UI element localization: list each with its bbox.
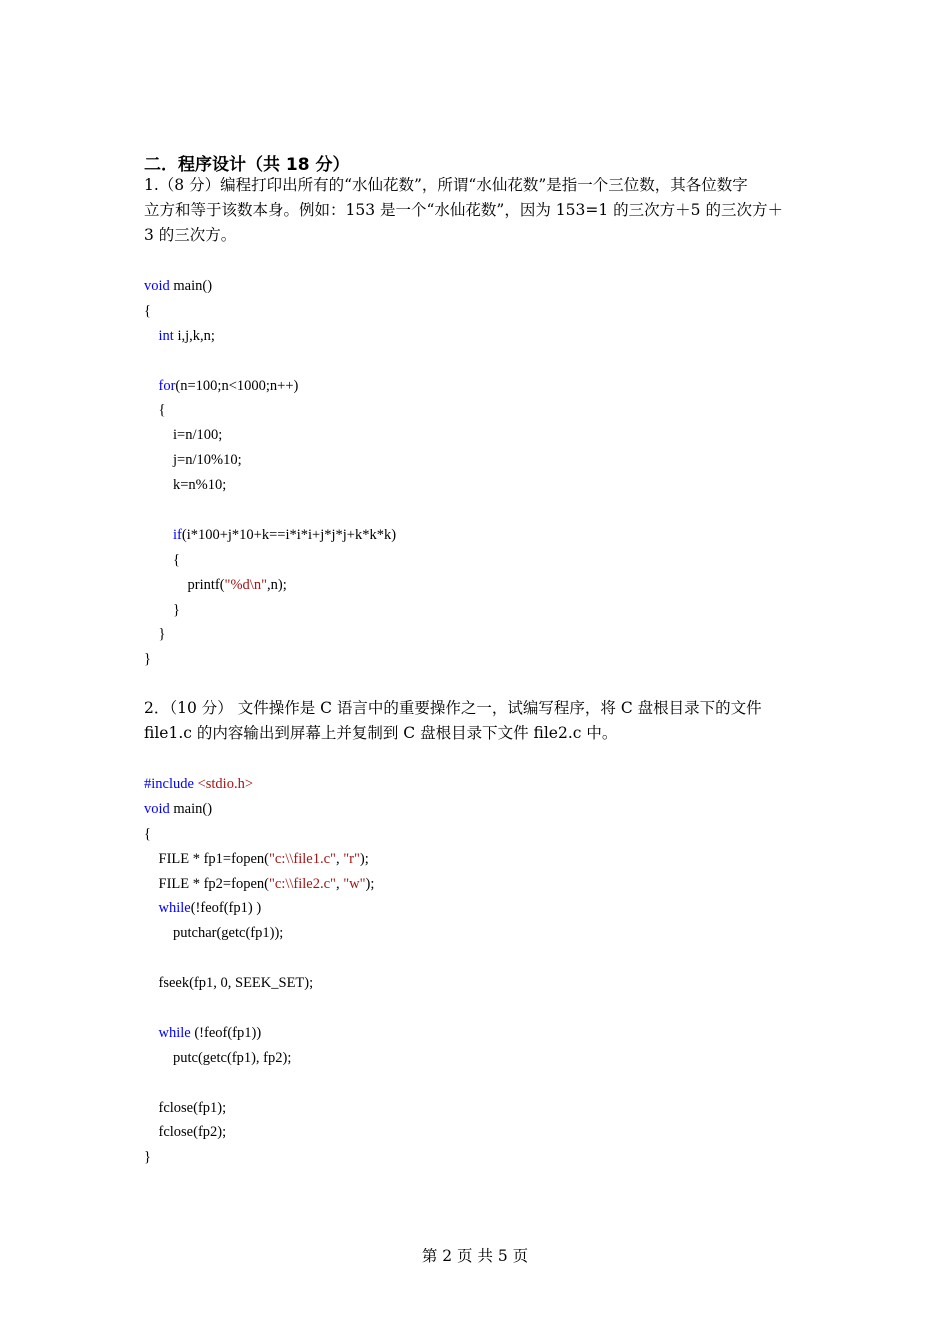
page-footer: 第 2 页 共 5 页	[421, 1247, 529, 1265]
code-line: while(!feof(fp1) )	[158, 900, 262, 917]
question-2-line: 2．（10 分） 文件操作是 C 语言中的重要操作之一，试编写程序，将 C 盘根目录下的文件	[144, 699, 762, 717]
code-line: }	[144, 651, 151, 668]
code-line: j=n/10%10;	[144, 452, 242, 469]
code-line: putc(getc(fp1), fp2);	[144, 1049, 292, 1066]
code-line	[144, 1071, 374, 1096]
code-line: #include <stdio.h>	[144, 776, 253, 792]
code-line: FILE * fp2=fopen("c:\\file2.c", "w");	[144, 875, 375, 892]
question-2-line: file1.c 的内容输出到屏幕上并复制到 C 盘根目录下文件 file2.c 中。	[144, 724, 618, 742]
code-line: fclose(fp1);	[144, 1099, 227, 1116]
question-2-code-block	[144, 772, 374, 1170]
question-1-line: 立方和等于该数本身。例如：153 是一个“水仙花数”，因为 153=1 的三次方＋5 的三次方＋	[144, 201, 783, 219]
code-line: fseek(fp1, 0, SEEK_SET);	[144, 975, 314, 992]
code-line: void main()	[144, 278, 213, 294]
code-line: i=n/100;	[144, 427, 223, 444]
code-line: putchar(getc(fp1));	[144, 925, 284, 942]
question-2-text	[144, 696, 808, 746]
code-line: }	[144, 626, 166, 643]
question-1-line: 3 的三次方。	[144, 226, 237, 244]
code-line: FILE * fp1=fopen("c:\\file1.c", "r");	[144, 850, 369, 867]
question-1-text	[144, 173, 808, 248]
question-1-code-block	[144, 274, 396, 672]
code-line: {	[144, 551, 180, 568]
code-line: }	[144, 601, 180, 618]
code-line	[144, 946, 374, 971]
code-line: k=n%10;	[144, 477, 227, 494]
code-line: for(n=100;n<1000;n++)	[158, 377, 299, 394]
code-line	[144, 498, 396, 523]
code-line: }	[144, 1149, 151, 1166]
code-line	[144, 996, 374, 1021]
code-line: while (!feof(fp1))	[158, 1024, 262, 1041]
code-line: {	[144, 302, 151, 319]
code-line: printf("%d\n",n);	[144, 576, 287, 593]
code-line: int i,j,k,n;	[158, 327, 215, 344]
question-1-line: 1.（8 分）编程打印出所有的“水仙花数”，所谓“水仙花数”是指一个三位数，其各位数字	[144, 176, 748, 194]
code-line	[144, 349, 396, 374]
code-line: void main()	[144, 800, 213, 817]
code-line: {	[144, 402, 166, 419]
code-line: if(i*100+j*10+k==i*i*i+j*j*j+k*k*k)	[173, 526, 397, 543]
code-line: fclose(fp2);	[144, 1124, 227, 1141]
code-line: {	[144, 825, 151, 842]
section-heading: 二．程序设计（共 18 分）	[144, 155, 350, 175]
